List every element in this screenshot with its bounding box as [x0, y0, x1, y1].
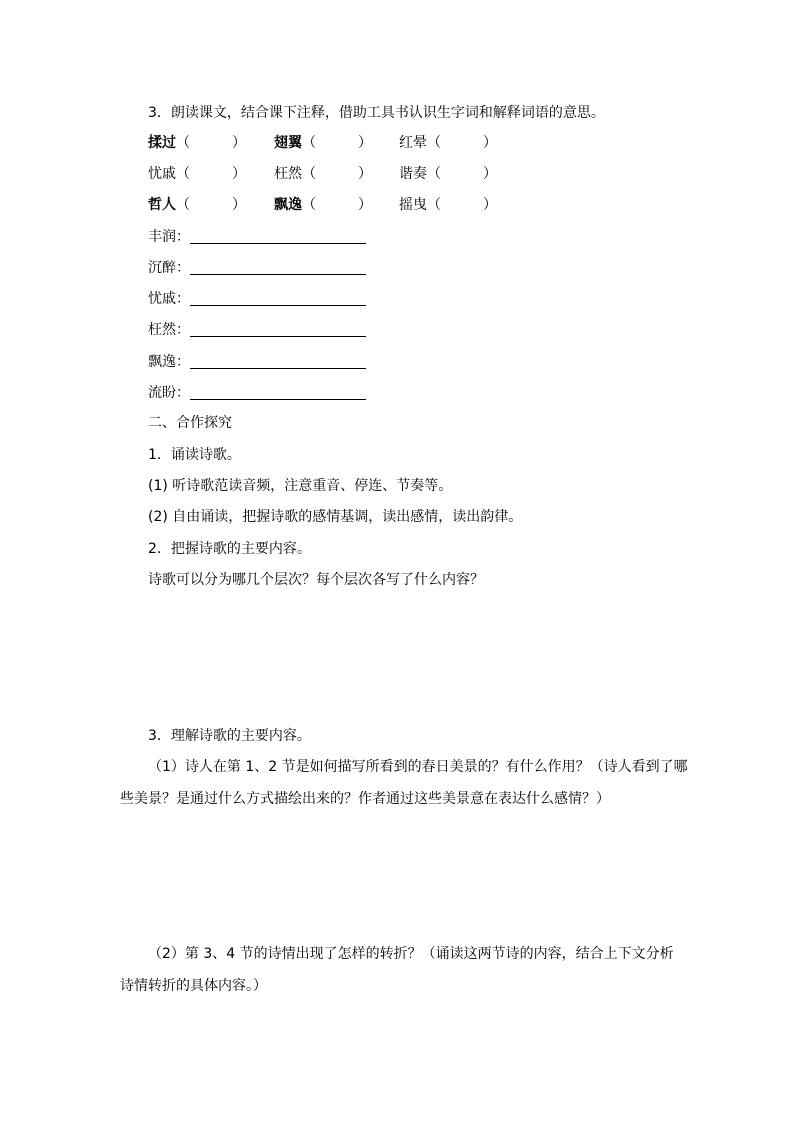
definition-row [148, 353, 190, 371]
word: 枉然 [274, 166, 302, 182]
word-item [399, 196, 497, 214]
definition-row [148, 321, 190, 339]
definition-label: 枉然： [148, 322, 190, 338]
section2-title: 二、合作探究 [148, 415, 232, 431]
definition-label: 流盼： [148, 385, 190, 401]
answer-line[interactable] [190, 243, 366, 244]
word: 谐奏 [399, 166, 427, 182]
word-item [148, 196, 246, 214]
definition-row [148, 290, 190, 308]
word-item [399, 134, 497, 152]
word-blank: （ ） [427, 197, 497, 213]
item3-q1-line1: （1）诗人在第 1、2 节是如何描写所看到的春日美景的？有什么作用？（诗人看到了哪 [148, 759, 688, 775]
word-item [274, 196, 372, 214]
word-blank: （ ） [302, 135, 372, 151]
word-item [399, 165, 497, 183]
word: 忧戚 [148, 166, 176, 182]
word: 揉过 [148, 135, 176, 151]
item3-title: 3．理解诗歌的主要内容。 [148, 728, 311, 744]
item2-question: 诗歌可以分为哪几个层次？每个层次各写了什么内容？ [148, 572, 484, 588]
word: 飘逸 [274, 197, 302, 213]
definition-label: 飘逸： [148, 354, 190, 370]
definition-label: 忧戚： [148, 291, 190, 307]
item2-title: 2．把握诗歌的主要内容。 [148, 541, 311, 557]
word-item [148, 165, 246, 183]
item1-title: 1．诵读诗歌。 [148, 447, 241, 463]
definition-label: 沉醉： [148, 260, 190, 276]
word-item [274, 165, 372, 183]
q3-title: 3．朗读课文，结合课下注释，借助工具书认识生字词和解释词语的意思。 [148, 105, 605, 121]
answer-line[interactable] [190, 368, 366, 369]
word-blank: （ ） [427, 166, 497, 182]
word-blank: （ ） [427, 135, 497, 151]
definition-row [148, 384, 190, 402]
answer-line[interactable] [190, 399, 366, 400]
word-item [148, 134, 246, 152]
word-blank: （ ） [302, 166, 372, 182]
word: 哲人 [148, 197, 176, 213]
item3-q1-line2: 些美景？是通过什么方式描绘出来的？作者通过这些美景意在表达什么感情？） [120, 791, 610, 807]
item3-q2-line2: 诗情转折的具体内容。） [120, 978, 267, 994]
item3-q2-line1: （2）第 3、4 节的诗情出现了怎样的转折？（诵读这两节诗的内容，结合上下文分析 [148, 946, 674, 962]
word-blank: （ ） [302, 197, 372, 213]
word-blank: （ ） [176, 135, 246, 151]
definition-row [148, 228, 190, 246]
answer-line[interactable] [190, 336, 366, 337]
word-item [274, 134, 372, 152]
definition-row [148, 259, 190, 277]
answer-line[interactable] [190, 305, 366, 306]
word-blank: （ ） [176, 166, 246, 182]
item1-sub1: (1) 听诗歌范读音频，注意重音、停连、节奏等。 [148, 478, 453, 494]
answer-line[interactable] [190, 274, 366, 275]
word: 翅翼 [274, 135, 302, 151]
word: 摇曳 [399, 197, 427, 213]
item1-sub2: (2) 自由诵读，把握诗歌的感情基调，读出感情，读出韵律。 [148, 509, 523, 525]
word: 红晕 [399, 135, 427, 151]
word-blank: （ ） [176, 197, 246, 213]
definition-label: 丰润： [148, 229, 190, 245]
